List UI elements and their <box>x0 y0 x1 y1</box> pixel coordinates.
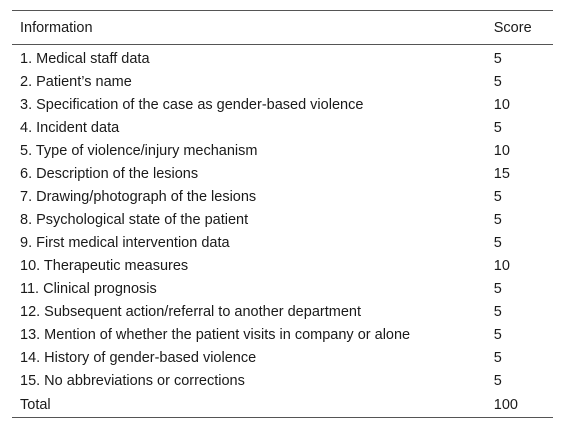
total-score: 100 <box>493 396 518 413</box>
information-cell: 13. Mention of whether the patient visits in company or alone <box>20 327 411 343</box>
score-cell: 5 <box>493 304 502 320</box>
table-header <box>12 11 553 45</box>
information-cell: 1. Medical staff data <box>20 51 150 67</box>
score-cell: 10 <box>493 258 510 274</box>
table-row <box>12 324 553 347</box>
information-cell: 6. Description of the lesions <box>20 166 199 182</box>
table-row <box>12 94 553 117</box>
table-row <box>12 186 553 209</box>
information-cell: 4. Incident data <box>20 120 120 136</box>
score-cell: 5 <box>493 189 502 205</box>
table-row <box>12 71 553 94</box>
table-row <box>12 209 553 232</box>
table-row <box>12 163 553 186</box>
table-row <box>12 255 553 278</box>
score-cell: 5 <box>493 350 502 366</box>
information-cell: 11. Clinical prognosis <box>20 281 157 297</box>
scoring-table <box>12 10 553 418</box>
table-row <box>12 117 553 140</box>
information-cell: 9. First medical intervention data <box>20 235 230 251</box>
table-row <box>12 140 553 163</box>
table-row <box>12 45 553 72</box>
information-cell: 5. Type of violence/injury mechanism <box>20 143 258 159</box>
score-cell: 5 <box>493 327 502 343</box>
score-cell: 5 <box>493 74 502 90</box>
score-cell: 10 <box>493 143 510 159</box>
score-cell: 5 <box>493 281 502 297</box>
total-row <box>12 393 553 418</box>
score-cell: 5 <box>493 235 502 251</box>
table-body <box>12 45 553 418</box>
table-row <box>12 347 553 370</box>
table-row <box>12 232 553 255</box>
information-cell: 7. Drawing/photograph of the lesions <box>20 189 257 205</box>
total-label: Total <box>20 396 51 413</box>
score-cell: 5 <box>493 120 502 136</box>
score-cell: 10 <box>493 97 510 113</box>
score-cell: 5 <box>493 373 502 389</box>
table-row <box>12 301 553 324</box>
score-cell: 5 <box>493 51 502 67</box>
score-cell: 5 <box>493 212 502 228</box>
information-cell: 2. Patient’s name <box>20 74 132 90</box>
score-cell: 15 <box>493 166 510 182</box>
table-row <box>12 278 553 301</box>
information-cell: 15. No abbreviations or corrections <box>20 373 245 389</box>
information-cell: 8. Psychological state of the patient <box>20 212 249 228</box>
header-row <box>12 11 553 45</box>
information-cell: 10. Therapeutic measures <box>20 258 189 274</box>
header-score: Score <box>493 19 532 36</box>
header-information: Information <box>20 19 93 36</box>
table-row <box>12 370 553 393</box>
information-cell: 12. Subsequent action/referral to another department <box>20 304 361 320</box>
information-cell: 3. Specification of the case as gender-based violence <box>20 97 364 113</box>
information-cell: 14. History of gender-based violence <box>20 350 257 366</box>
